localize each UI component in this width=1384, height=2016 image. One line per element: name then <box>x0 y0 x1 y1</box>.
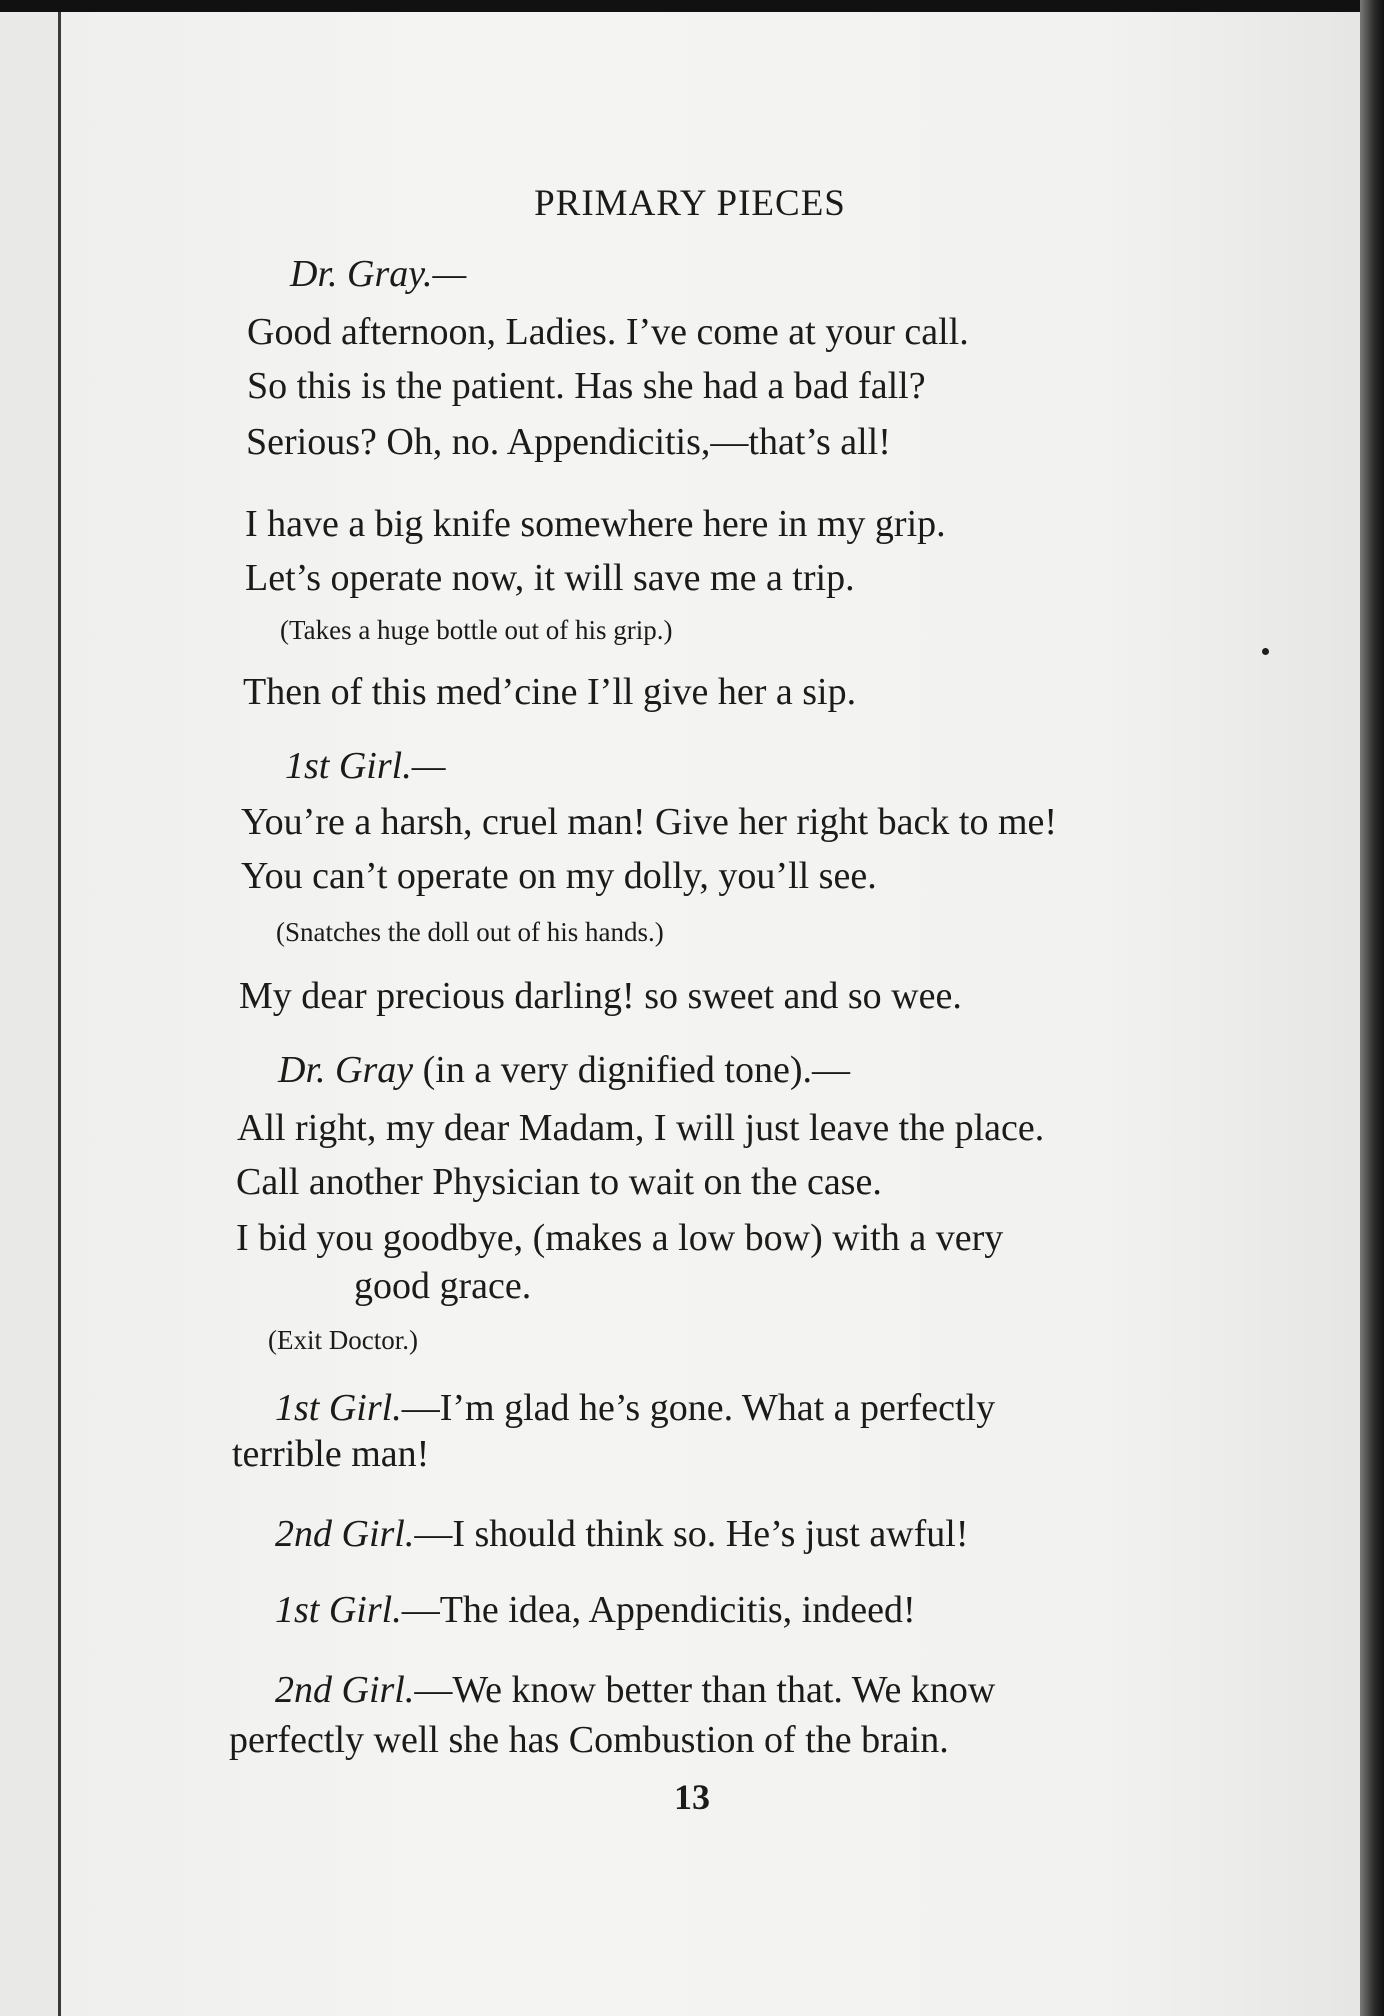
verse-line: So this is the patient. Has she had a bad fall? <box>247 365 926 407</box>
stage-direction: (Takes a huge bottle out of his grip.) <box>280 615 673 645</box>
stage-direction: (Exit Doctor.) <box>268 1325 418 1355</box>
stage-direction: (Snatches the doll out of his hands.) <box>276 917 664 947</box>
verse-line: My dear precious darling! so sweet and so wee. <box>239 975 962 1017</box>
verse-line: You’re a harsh, cruel man! Give her right back to me! <box>241 801 1058 843</box>
verse-line: Call another Physician to wait on the case. <box>236 1161 882 1203</box>
page-number: 13 <box>674 1777 710 1817</box>
verse-line: All right, my dear Madam, I will just leave the place. <box>237 1107 1045 1149</box>
speaker-name: Dr. Gray.— <box>290 253 467 295</box>
verse-line: I have a big knife somewhere here in my grip. <box>245 503 946 545</box>
dialogue-line: 1st Girl.—The idea, Appendicitis, indeed! <box>275 1589 916 1631</box>
dialogue-line: 2nd Girl.—We know better than that. We know <box>275 1669 996 1711</box>
speaker-line: Dr. Gray (in a very dignified tone).— <box>278 1049 850 1091</box>
verse-line: Serious? Oh, no. Appendicitis,—that’s all! <box>246 421 891 463</box>
dialogue-line-continuation: perfectly well she has Combustion of the brain. <box>229 1719 949 1761</box>
verse-line: Then of this med’cine I’ll give her a sip. <box>243 671 857 713</box>
verse-line: Good afternoon, Ladies. I’ve come at your call. <box>247 311 969 353</box>
speaker-name: 2nd Girl. <box>275 1669 415 1711</box>
verse-line: Let’s operate now, it will save me a trip. <box>245 557 855 599</box>
dialogue-line: 2nd Girl.—I should think so. He’s just awful! <box>275 1513 969 1555</box>
running-header: PRIMARY PIECES <box>534 183 846 224</box>
speaker-name: 2nd Girl. <box>275 1513 415 1555</box>
speaker-name: 1st Girl. <box>275 1387 402 1429</box>
verse-line-continuation: good grace. <box>354 1265 532 1307</box>
speaker-line <box>290 252 466 296</box>
dialogue-line-continuation: terrible man! <box>232 1433 430 1475</box>
speaker-name: Dr. Gray <box>278 1049 414 1091</box>
verse-line: You can’t operate on my dolly, you’ll see. <box>241 855 877 897</box>
dialogue-line: 1st Girl.—I’m glad he’s gone. What a perfectly <box>275 1387 996 1429</box>
verse-line: I bid you goodbye, (makes a low bow) with a very <box>236 1217 1004 1259</box>
speaker-name: 1st Girl.— <box>285 745 446 787</box>
speaker-line <box>285 744 445 788</box>
speaker-name: 1st Girl. <box>275 1589 402 1631</box>
